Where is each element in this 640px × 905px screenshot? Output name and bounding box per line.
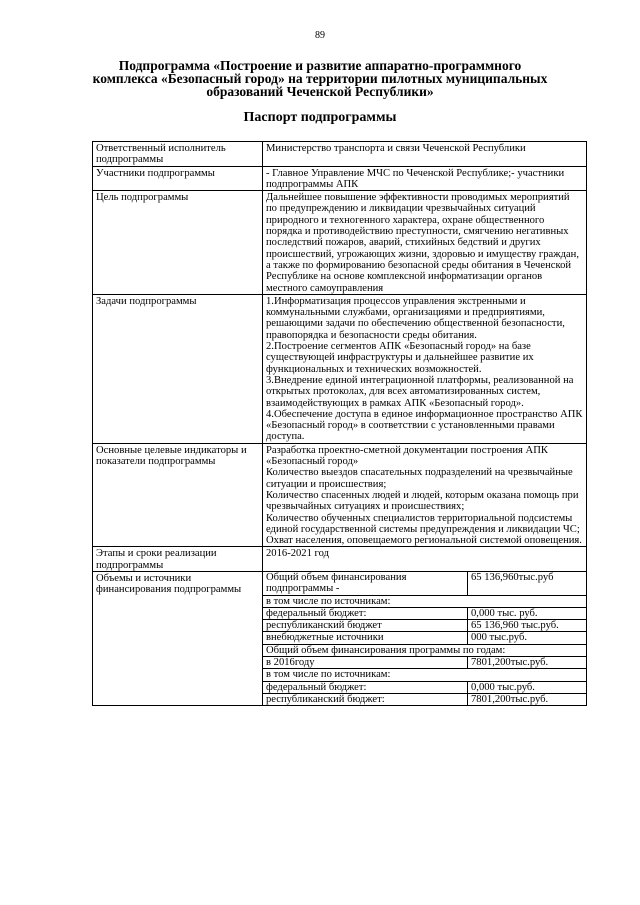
finance-row xyxy=(263,657,586,669)
row-paragraph: 4.Обеспечение доступа в единое информационное пространство АПК «Безопасный город» в соответствии с установленными правами доступа. xyxy=(266,408,583,443)
passport-row xyxy=(93,294,587,443)
finance-row xyxy=(263,644,586,656)
finance-source: внебюджетные источники xyxy=(263,632,468,644)
finance-row xyxy=(263,632,586,644)
finance-amount: 7801,200тыс.руб. xyxy=(468,657,587,669)
finance-source: федеральный бюджет: xyxy=(263,607,468,619)
finance-amount: 0,000 тыс.руб. xyxy=(468,681,587,693)
finance-heading: Общий объем финансирования программы по годам: xyxy=(263,644,586,656)
finance-amount: 65 136,960тыс.руб xyxy=(468,572,587,595)
finance-row xyxy=(263,669,586,681)
row-label: Объемы и источники финансирования подпрограммы xyxy=(93,571,263,705)
section-subtitle: Паспорт подпрограммы xyxy=(243,110,397,125)
row-value xyxy=(263,166,587,191)
finance-source: Общий объем финансирования подпрограммы - xyxy=(263,572,468,595)
row-label: Задачи подпрограммы xyxy=(93,294,263,443)
row-label: Участники подпрограммы xyxy=(93,166,263,191)
row-paragraph: 1.Информатизация процессов управления экстренными и коммунальными службами, организациями и предприятиями, решающими задачи по обеспечению общественной безопасности, правопорядка и безопасности среды обитания. xyxy=(266,295,565,341)
row-label: Этапы и сроки реализации подпрограммы xyxy=(93,547,263,572)
passport-row-finance xyxy=(93,571,587,705)
row-value xyxy=(263,142,587,167)
finance-row xyxy=(263,693,586,705)
finance-amount: 65 136,960 тыс.руб. xyxy=(468,620,587,632)
finance-amount: 000 тыс.руб. xyxy=(468,632,587,644)
passport-row xyxy=(93,547,587,572)
finance-heading: в том числе по источникам: xyxy=(263,669,586,681)
row-value xyxy=(263,443,587,547)
finance-row xyxy=(263,572,586,595)
row-paragraph: 2.Построение сегментов АПК «Безопасный город» на базе существующей инфраструктуры и дальнейшее развитие их функциональных и технических возможностей. xyxy=(266,341,534,375)
row-paragraph: Охват населения, оповещаемого региональной системой оповещения. xyxy=(266,535,582,547)
finance-row xyxy=(263,595,586,607)
finance-row xyxy=(263,681,586,693)
finance-cell xyxy=(263,571,587,705)
row-label: Основные целевые индикаторы и показатели подпрограммы xyxy=(93,443,263,547)
passport-table xyxy=(92,141,587,706)
row-paragraph: Количество спасенных людей и людей, которым оказана помощь при чрезвычайных ситуациях и происшествиях; xyxy=(266,489,579,513)
row-paragraph: 2016-2021 год xyxy=(266,548,330,560)
finance-heading: в том числе по источникам: xyxy=(263,595,586,607)
row-paragraph: Министерство транспорта и связи Чеченской Республики xyxy=(266,143,526,154)
row-value xyxy=(263,294,587,443)
finance-amount: 7801,200тыс.руб. xyxy=(468,693,587,705)
finance-source: в 2016году xyxy=(263,657,468,669)
finance-source: республиканский бюджет: xyxy=(263,693,468,705)
passport-row xyxy=(93,443,587,547)
passport-row xyxy=(93,191,587,295)
finance-source: республиканский бюджет xyxy=(263,620,468,632)
row-paragraph: Количество обученных специалистов территориальной подсистемы единой государственной системы предупреждения и ликвидации ЧС; xyxy=(266,512,580,535)
page-number: 89 xyxy=(315,30,325,41)
finance-row xyxy=(263,607,586,619)
finance-table xyxy=(263,572,586,705)
row-label: Цель подпрограммы xyxy=(93,191,263,295)
row-paragraph: Количество выездов спасательных подразделений на чрезвычайные ситуации и происшествия; xyxy=(266,467,573,490)
passport-row xyxy=(93,142,587,167)
row-label: Ответственный исполнитель подпрограммы xyxy=(93,142,263,167)
row-value xyxy=(263,191,587,295)
row-paragraph: Разработка проектно-сметной документации построения АПК «Безопасный город» xyxy=(266,444,548,468)
passport-row xyxy=(93,166,587,191)
finance-amount: 0,000 тыс. руб. xyxy=(468,607,587,619)
finance-row xyxy=(263,620,586,632)
row-value xyxy=(263,547,587,572)
finance-source: федеральный бюджет: xyxy=(263,681,468,693)
row-paragraph: 3.Внедрение единой интеграционной платформы, реализованной на открытых протоколах, для всех автоматизированных систем, взаимодействующих в рамках АПК «Безопасный город». xyxy=(266,374,574,409)
passport-table-body xyxy=(93,142,587,706)
page-title: Подпрограмма «Построение и развитие аппаратно-программного комплекса «Безопасный город» на территории пилотных муниципальных образований Чеченской Республики» xyxy=(92,58,548,99)
row-paragraph: - Главное Управление МЧС по Чеченской Республике;- участники подпрограммы АПК xyxy=(266,167,565,190)
row-paragraph: Дальнейшее повышение эффективности проводимых мероприятий по предупреждению и ликвидации чрезвычайных ситуаций природного и техногенного характера, охране общественного порядка и противодействию преступности, смягчению негативных последствий пожаров, аварий, стихийных бедствий и других происшествий, угрожающих жизни, здоровью и имуществу граждан, а также по формированию безопасной среды обитания в Чеченской Республике на основе комплексной информатизации органов местного самоуправления xyxy=(266,192,579,294)
